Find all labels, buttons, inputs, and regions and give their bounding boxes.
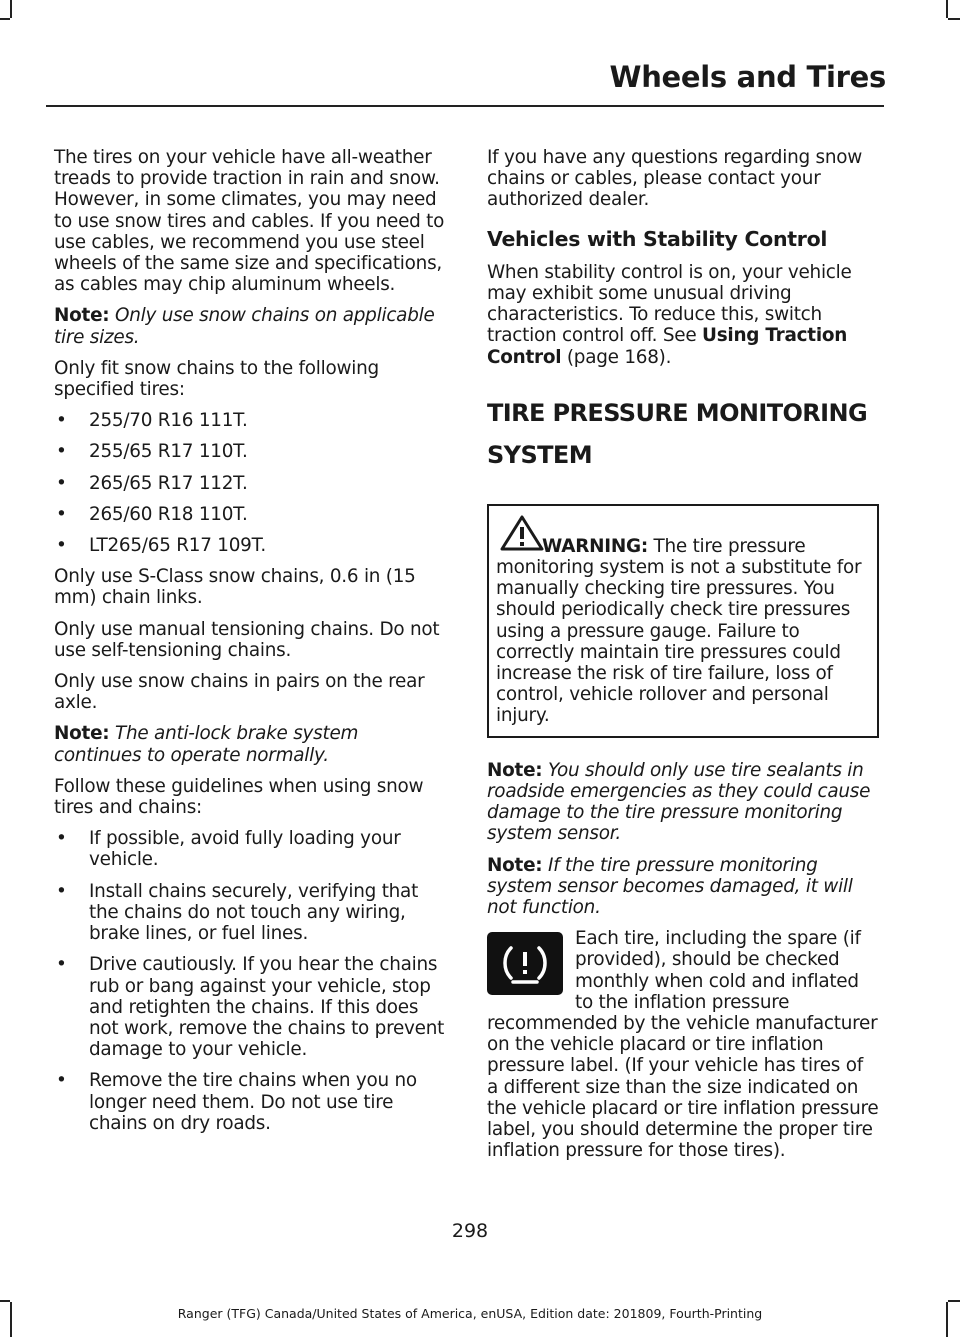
intro-paragraph: The tires on your vehicle have all-weather treads to provide traction in rain and snow. However, in some climates, you may need to use snow tires and cables. If you need to use cables, we recommend you use steel wheels of the same size and specifications, as cables may chip aluminum wheels. [54, 147, 445, 296]
list-item: • Install chains securely, verifying that the chains do not touch any wiring, brake lines, or fuel lines. [56, 880, 419, 945]
fit-chains-paragraph: Only fit snow chains to the following specified tires: [54, 357, 379, 401]
list-item: • 255/65 R17 110T. [56, 441, 248, 463]
warning-triangle-icon [499, 514, 545, 557]
note-label: Note: [487, 759, 543, 781]
bullet: • [56, 472, 67, 494]
bullet: • [56, 954, 67, 976]
note-sensor-damage [487, 855, 879, 919]
note-abs [54, 723, 448, 765]
bullet: • [56, 503, 67, 525]
stability-paragraph: When stability control is on, your vehicle may exhibit some unusual driving characteristics. To reduce this, switch traction control off. See Using Traction Control (page 168). [487, 261, 852, 368]
tpms-check-section [487, 928, 879, 1161]
note-label: Note: [54, 305, 110, 327]
list-item: • Drive cautiously. If you hear the chains rub or bang against your vehicle, stop and retighten the chains. If this does not work, remove the chains to prevent damage to your vehicle. [56, 954, 445, 1061]
note-text: Only use snow chains on applicable tire sizes. [54, 305, 435, 348]
crop-mark [946, 0, 948, 18]
note-sealants [487, 760, 879, 845]
list-item: • 265/60 R18 110T. [56, 503, 248, 525]
note-text: If the tire pressure monitoring system sensor becomes damaged, it will not function. [487, 854, 853, 919]
crop-mark [0, 18, 10, 20]
list-item: • If possible, avoid fully loading your vehicle. [56, 828, 401, 871]
page-number: 298 [451, 1220, 489, 1242]
guidelines-list [54, 828, 448, 1134]
list-item: • 255/70 R16 111T. [56, 410, 248, 432]
traction-control-link[interactable]: Using Traction Control [487, 325, 848, 368]
bullet: • [56, 410, 67, 432]
guidelines-intro: Follow these guidelines when using snow tires and chains: [54, 775, 424, 819]
section-heading: TIRE PRESSURE MONITORING SYSTEM [487, 398, 868, 469]
manual-tension-paragraph: Only use manual tensioning chains. Do not use self-tensioning chains. [54, 618, 440, 661]
crop-mark [10, 0, 12, 18]
list-item: • LT265/65 R17 109T. [56, 535, 267, 557]
warning-label: WARNING: [542, 535, 648, 557]
header-divider [46, 105, 884, 107]
crop-mark [0, 1300, 10, 1302]
list-item: • 265/65 R17 112T. [56, 472, 248, 494]
right-column [487, 147, 879, 1171]
rear-axle-paragraph: Only use snow chains in pairs on the rear axle. [54, 671, 425, 714]
bullet: • [56, 535, 67, 557]
bullet: • [56, 828, 67, 850]
crop-mark [948, 1300, 960, 1302]
note-label: Note: [54, 723, 110, 745]
stability-heading: Vehicles with Stability Control [487, 226, 828, 251]
warning-text: The tire pressure monitoring system is not a substitute for manually checking tire pressures. You should periodically check tire pressures using a pressure gauge. Failure to correctly maintain tire pressures could increase the risk of tire failure, loss of control, vehicle rollover and personal injury. [496, 535, 862, 727]
bullet: • [56, 880, 67, 902]
list-item: • Remove the tire chains when you no longer need them. Do not use tire chains on dry roads. [56, 1070, 417, 1134]
sclass-paragraph: Only use S-Class snow chains, 0.6 in (15 mm) chain links. [54, 566, 416, 609]
note-text: The anti-lock brake system continues to operate normally. [54, 723, 359, 766]
crop-mark [946, 1302, 948, 1337]
questions-paragraph: If you have any questions regarding snow chains or cables, please contact your authorized dealer. [487, 147, 863, 211]
warning-text-block [496, 536, 871, 727]
bullet: • [56, 1070, 67, 1092]
monthly-check-paragraph: Each tire, including the spare (if provided), should be checked monthly when cold and inflated to the inflation pressure recommended by the vehicle manufacturer on the vehicle placard or tire inflation pressure label. (If your vehicle has tires of a different size than the size indicated on the vehicle placard or tire inflation pressure label, you should determine the proper tire inflation pressure for those tires). [487, 928, 879, 1162]
crop-mark [948, 18, 960, 20]
footer-edition: Ranger (TFG) Canada/United States of America, enUSA, Edition date: 201809, Fourth-Printing [177, 1306, 763, 1321]
note-text: You should only use tire sealants in roadside emergencies as they could cause damage to the tire pressure monitoring system sensor. [487, 759, 871, 845]
warning-box [487, 504, 879, 738]
note-applicable-sizes [54, 305, 448, 347]
page-title: Wheels and Tires [609, 60, 886, 94]
note-label: Note: [487, 854, 543, 876]
tire-size-list [54, 410, 448, 556]
left-column [54, 147, 448, 1144]
bullet: • [56, 441, 67, 463]
tire-pressure-warning-icon [487, 932, 563, 995]
